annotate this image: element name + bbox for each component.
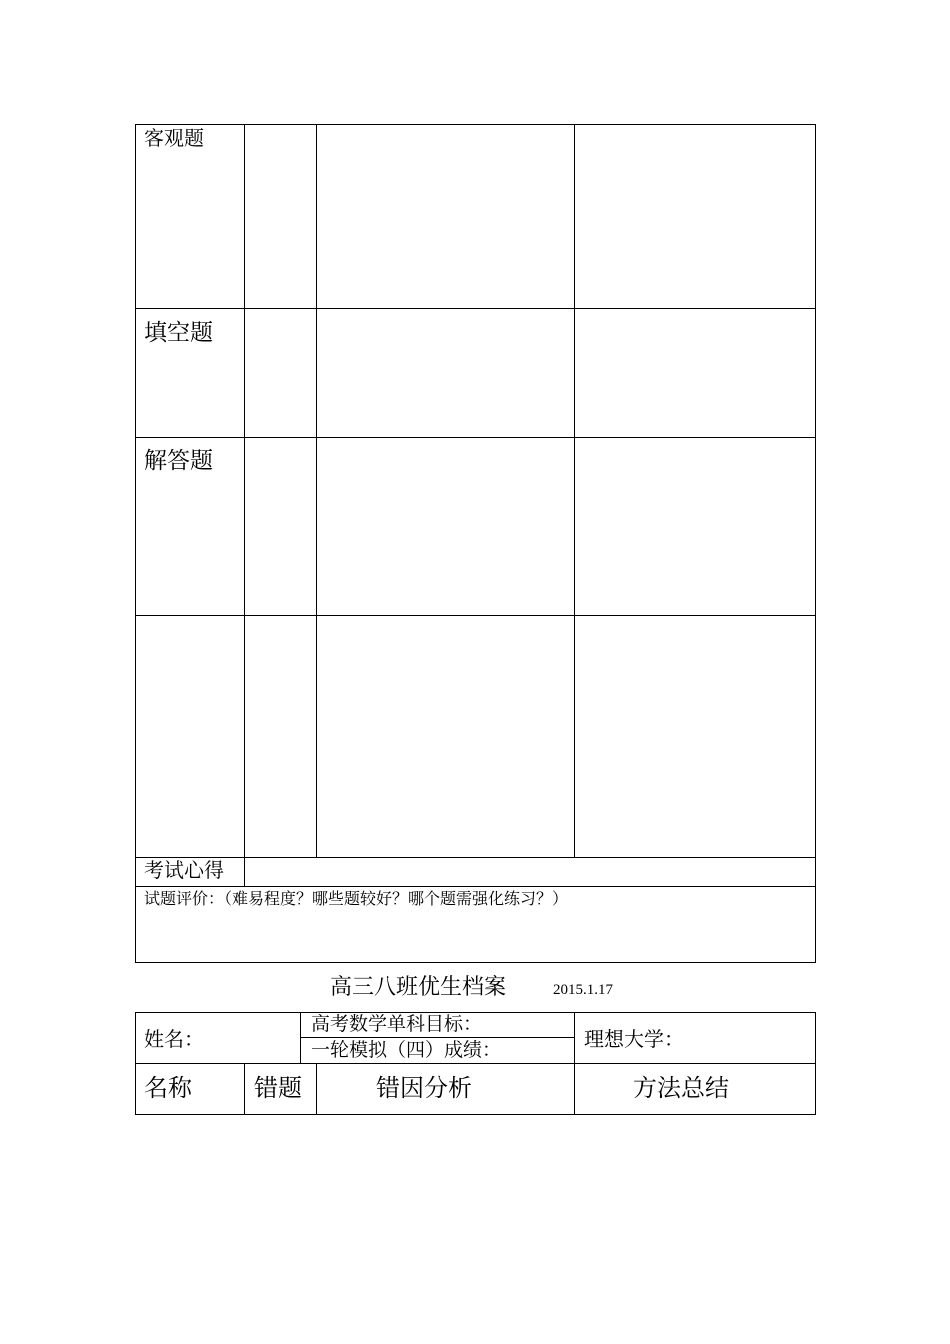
student-info-table [135,1012,816,1115]
table-border-left [135,124,136,963]
row-divider [135,615,816,616]
column-divider [244,1063,245,1115]
table-border-top [135,124,816,125]
table-border-bottom [135,962,816,963]
column-divider [244,124,245,887]
table-border-right [815,124,816,963]
column-divider [300,1012,301,1064]
table-border-right [815,1012,816,1115]
row-divider [135,308,816,309]
evaluation-prompt: 试题评价：（难易程度？哪些题较好？哪个题需强化练习？） [144,889,569,908]
review-table [135,124,816,963]
name-label: 姓名： [144,1027,204,1051]
column-header-wrong-question: 错题 [254,1074,302,1102]
target-label: 高考数学单科目标： [311,1013,483,1035]
objective-questions-label: 客观题 [144,126,204,150]
date-label: 2015.1.17 [553,982,613,998]
table-border-left [135,1012,136,1115]
fill-blank-questions-label: 填空题 [144,320,213,346]
column-divider [574,124,575,858]
exam-insight-label: 考试心得 [144,858,224,882]
university-label: 理想大学： [584,1027,684,1051]
column-header-name: 名称 [144,1074,192,1102]
row-divider [135,857,816,858]
column-divider [316,1063,317,1115]
column-header-error-analysis: 错因分析 [376,1074,472,1102]
table-border-bottom [135,1114,816,1115]
column-header-method-summary: 方法总结 [633,1074,729,1102]
answer-questions-label: 解答题 [144,448,213,474]
column-divider [574,1012,575,1115]
score-label: 一轮模拟（四）成绩： [311,1039,502,1061]
page-title: 高三八班优生档案 [330,975,507,1000]
row-divider [135,437,816,438]
row-divider [135,1063,816,1064]
column-divider [316,124,317,858]
subcell-divider [300,1037,574,1038]
row-divider [135,886,816,887]
